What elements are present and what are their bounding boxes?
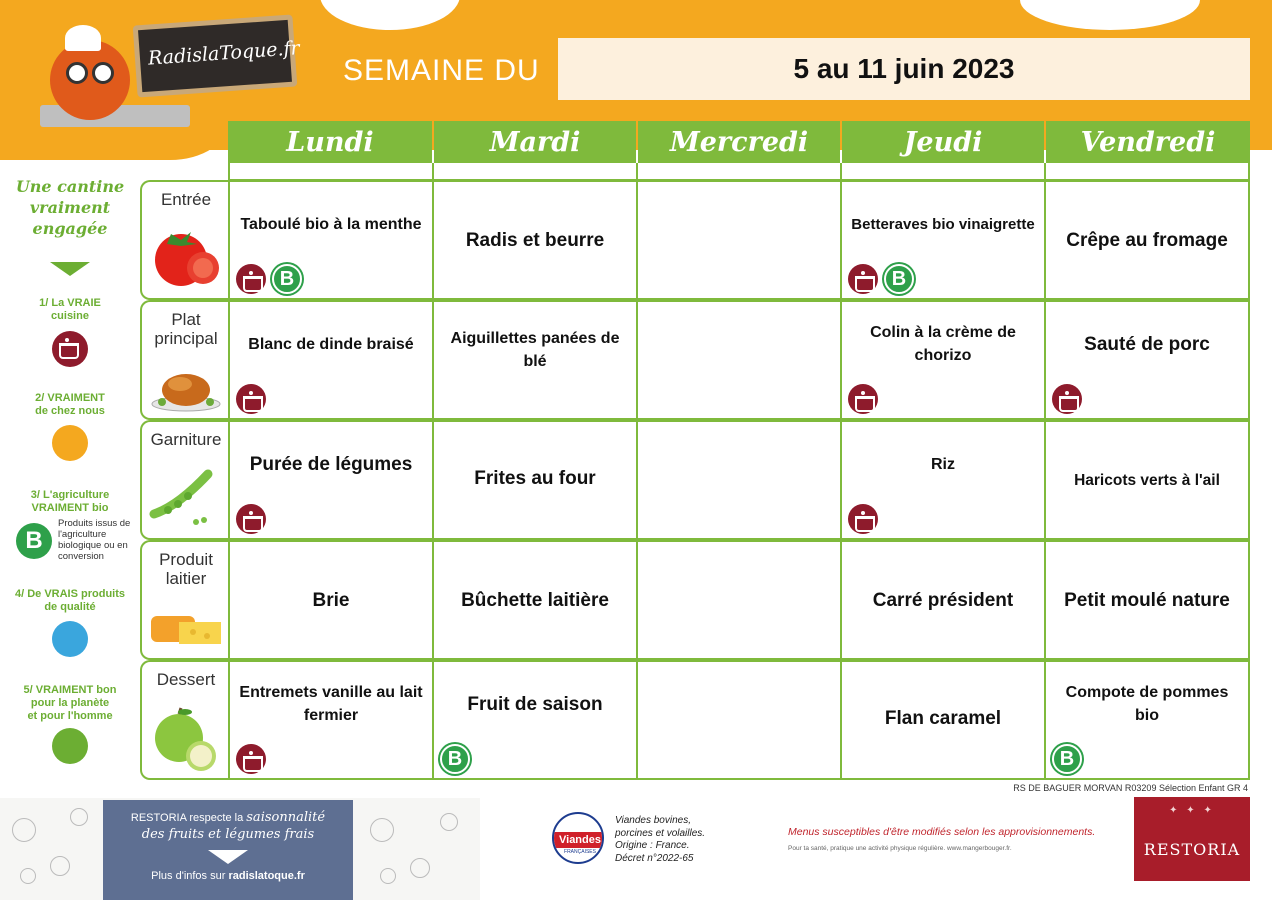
dish-badges <box>1052 384 1082 414</box>
menu-cell <box>432 660 638 780</box>
viandes-origine-text <box>615 815 705 865</box>
vf-line: Décret n°2022-65 <box>615 852 694 864</box>
dish-name: Bûchette laitière <box>461 589 609 611</box>
logo-chalkboard <box>133 15 301 98</box>
dish-name: Radis et beurre <box>465 229 605 251</box>
dish-badges <box>236 384 266 414</box>
sidebar-item-label: et pour l'homme <box>27 710 113 722</box>
dish-name: Colin à la crème de chorizo <box>870 324 1016 364</box>
sidebar-title-line: engagée <box>32 219 108 238</box>
menu-cell <box>228 420 434 540</box>
sidebar-item-label: de chez nous <box>35 405 105 417</box>
sidebar-arrow-icon <box>50 262 90 276</box>
pot-icon <box>236 384 266 414</box>
category-label: Plat principal <box>154 310 218 348</box>
day-header-vendredi: Vendredi <box>1046 121 1250 163</box>
sidebar-item-vraie-cuisine <box>10 297 130 323</box>
menu-cell <box>432 180 638 300</box>
dish-name: Betteraves bio vinaigrette <box>851 215 1035 233</box>
sidebar-item-label: de qualité <box>44 601 96 613</box>
dish-name: Aiguillettes panées de blé <box>450 330 620 370</box>
cheese-icon <box>149 608 223 648</box>
menu-cell <box>1044 540 1250 660</box>
day-subrow <box>432 163 638 181</box>
menu-cell <box>840 420 1046 540</box>
menu-cell <box>1044 300 1250 420</box>
dish-badges <box>848 264 914 294</box>
sidebar-item-de-chez-nous <box>10 392 130 418</box>
menu-cell <box>636 660 842 780</box>
menu-cell <box>228 540 434 660</box>
menu-cell <box>228 180 434 300</box>
category-plat-principal <box>140 300 230 420</box>
sidebar-item-label: 4/ De VRAIS produits <box>14 588 126 600</box>
day-header-lundi: Lundi <box>228 121 432 163</box>
sante-note: Pour ta santé, pratique une activité physique régulière. www.mangerbouger.fr. <box>788 845 1012 852</box>
dish-name: Brie <box>312 589 350 611</box>
dish-name: Petit moulé nature <box>1064 589 1230 611</box>
dish-name: Carré président <box>872 589 1014 611</box>
menu-cell <box>636 420 842 540</box>
dish-name: Fruit de saison <box>467 693 603 715</box>
dish-name: Purée de légumes <box>249 453 413 475</box>
saison-arrow-icon <box>208 850 248 864</box>
menu-cell <box>840 300 1046 420</box>
radislatoque-logo[interactable] <box>40 20 301 130</box>
day-subrow <box>1044 163 1250 181</box>
peas-icon <box>148 466 224 526</box>
dish-name: Frites au four <box>474 467 596 489</box>
category-dessert <box>140 660 230 780</box>
dish-name: Riz <box>931 455 955 473</box>
sidebar-item-qualite <box>10 588 130 614</box>
menu-cell <box>840 180 1046 300</box>
dish-badges <box>440 744 470 774</box>
quality-medal-icon <box>52 621 88 657</box>
dish-name: Sauté de porc <box>1084 333 1210 355</box>
cloud-decoration <box>1020 0 1200 30</box>
bio-icon: B <box>1052 744 1082 774</box>
sidebar-title <box>10 176 130 239</box>
pot-icon <box>1052 384 1082 414</box>
dish-badges <box>236 744 266 774</box>
pot-icon <box>236 744 266 774</box>
bio-icon: B <box>272 264 302 294</box>
pot-icon <box>52 331 88 367</box>
category-label: Produit laitier <box>159 550 213 588</box>
sidebar-title-line: Une cantine <box>15 177 125 196</box>
roast-chicken-icon <box>150 366 222 412</box>
vf-line: porcines et volailles. <box>615 827 706 839</box>
apple-icon <box>151 706 221 772</box>
category-label: Dessert <box>156 670 216 689</box>
category-label: Garniture <box>150 430 222 449</box>
dish-badges <box>848 504 878 534</box>
restoria-stars-icon: ✦ ✦ ✦ <box>1169 805 1215 816</box>
day-subrow <box>840 163 1046 181</box>
tomato-icon <box>151 222 221 290</box>
chef-hat-icon <box>65 25 101 51</box>
day-header-jeudi: Jeudi <box>842 121 1044 163</box>
reference-code: RS DE BAGUER MORVAN R03209 Sélection Enfant GR 4 <box>1013 783 1248 793</box>
restoria-name: RESTORIA <box>1143 840 1241 859</box>
vf-logo-sub: FRANÇAISES <box>564 849 596 855</box>
sidebar-item-planete <box>10 684 130 723</box>
viandes-francaises-logo <box>552 812 604 864</box>
sidebar-item-label: pour la planète <box>30 697 110 709</box>
vf-logo-text: Viandes <box>554 832 604 848</box>
planet-icon <box>52 728 88 764</box>
day-subrow <box>636 163 842 181</box>
sidebar-item-bio <box>10 489 130 515</box>
sidebar-title-line: vraiment <box>29 198 111 217</box>
menus-disclaimer: Menus susceptibles d'être modifiés selon les approvisionnements. <box>788 826 1096 838</box>
dish-name: Entremets vanille au lait fermier <box>239 684 423 724</box>
saison-text: des fruits et légumes frais <box>141 827 315 842</box>
menu-cell <box>636 300 842 420</box>
bio-icon: B <box>16 523 52 559</box>
dish-name: Crêpe au fromage <box>1066 229 1228 251</box>
bio-legend-text: Produits issus de l'agriculture biologique ou en conversion <box>58 518 131 562</box>
vf-line: Viandes bovines, <box>615 815 691 826</box>
category-garniture <box>140 420 230 540</box>
category-produit-laitier <box>140 540 230 660</box>
sidebar-item-label: 2/ VRAIMENT <box>35 392 105 404</box>
date-range: 5 au 11 juin 2023 <box>793 53 1015 84</box>
cloud-decoration <box>320 0 460 30</box>
menu-cell <box>228 660 434 780</box>
saison-link[interactable]: radislatoque.fr <box>228 870 305 882</box>
menu-cell <box>636 540 842 660</box>
logo-text: RadislaToque.fr <box>147 37 301 70</box>
sidebar-item-label: 3/ L'agriculture <box>30 489 110 501</box>
menu-cell <box>1044 420 1250 540</box>
menu-cell <box>228 300 434 420</box>
pot-icon <box>848 504 878 534</box>
dish-name: Compote de pommes bio <box>1065 684 1229 724</box>
sidebar-item-label: 5/ VRAIMENT bon <box>23 684 117 696</box>
date-box <box>558 38 1250 100</box>
menu-cell <box>432 420 638 540</box>
pot-icon <box>848 384 878 414</box>
chef-character-icon <box>50 40 130 120</box>
restoria-logo[interactable] <box>1134 797 1250 881</box>
dish-name: Flan caramel <box>884 707 1002 729</box>
menu-cell <box>432 540 638 660</box>
dish-name: Blanc de dinde braisé <box>248 335 414 353</box>
menu-cell <box>636 180 842 300</box>
semaine-label: SEMAINE DU <box>343 54 540 87</box>
saison-text: RESTORIA respecte la <box>130 812 244 824</box>
menu-cell <box>1044 660 1250 780</box>
menu-cell <box>840 540 1046 660</box>
day-subrow <box>228 163 434 181</box>
vf-line: Origine : France. <box>615 840 690 851</box>
sidebar-item-label: 1/ La VRAIE cuisine <box>39 297 101 322</box>
local-farm-icon <box>52 425 88 461</box>
category-entree <box>140 180 230 300</box>
saisonnalite-banner[interactable] <box>103 800 353 900</box>
dish-badges <box>236 264 302 294</box>
saison-text-emph: saisonnalité <box>246 810 326 825</box>
dish-badges <box>848 384 878 414</box>
pot-icon <box>236 264 266 294</box>
dish-badges <box>236 504 266 534</box>
dish-name: Haricots verts à l'ail <box>1074 471 1220 489</box>
day-header-mardi: Mardi <box>434 121 636 163</box>
pot-icon <box>236 504 266 534</box>
saison-link-label: Plus d'infos sur <box>151 870 226 882</box>
menu-cell <box>840 660 1046 780</box>
pot-icon <box>848 264 878 294</box>
menu-cell <box>1044 180 1250 300</box>
dish-name: Taboulé bio à la menthe <box>240 215 422 233</box>
menu-cell <box>432 300 638 420</box>
category-label: Entrée <box>160 190 212 209</box>
bio-icon: B <box>884 264 914 294</box>
dish-badges <box>1052 744 1082 774</box>
sidebar-item-label: VRAIMENT bio <box>31 502 109 514</box>
bio-icon: B <box>440 744 470 774</box>
day-header-mercredi: Mercredi <box>638 121 840 163</box>
